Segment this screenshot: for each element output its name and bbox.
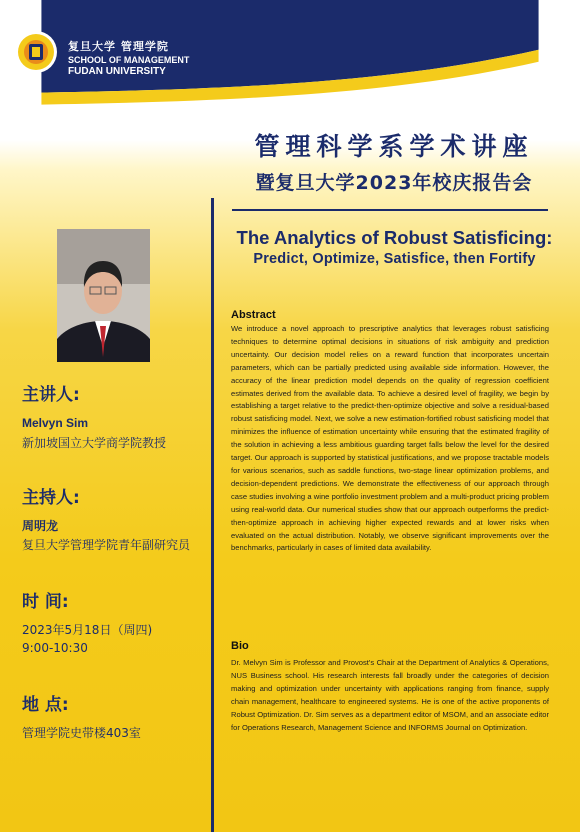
speaker-affiliation: 新加坡国立大学商学院教授: [22, 436, 167, 450]
school-logo-text: [68, 38, 189, 77]
event-location: 管理学院史带楼403室: [22, 726, 141, 740]
abstract-text: We introduce a novel approach to prescriptive analytics that leverages robust satisficing techniques to determine optimal decisions in situations of risk ambiguity and prediction uncertainty. Our decision model relies on a reward function that incorporates uncertain parameters, which can be partially predicted using available side information. However, the accuracy of the linear prediction model depends on the quality of regression coefficient estimates derived from the available data. To achieve a desired level of fragility, we begin by establishing a target relative to the predict-then-optimize objective and solve a residual-based robust satisficing model. Next, we solve a new estimation-fortified robust satisficing model that minimizes the influence of estimation uncertainty while ensuring that the estimated fragility of the solution in achieving a less ambitious guarding target falls below the level for the desired target. Our approach is supported by statistical justifications, and we propose tractable models for various scenarios, such as saddle functions, two-stage linear optimization problems, and decision-dependent predictions. We demonstrate the effectiveness of our approach through case studies involving a wine portfolio investment problem and a multi-product pricing problem using real-world data. Our numerical studies show that our approach outperforms the predict-then-optimize approach in achieving higher expected rewards and at lower risks when evaluated on the actual distribution. Notably, we observe significant improvements over the benchmarks, particularly in cases of limited data availability.: [231, 324, 549, 553]
title-divider: [232, 209, 548, 211]
speaker-label: 主讲人:: [22, 385, 80, 405]
abstract-heading: Abstract: [231, 309, 276, 321]
bio-text: Dr. Melvyn Sim is Professor and Provost's Chair at the Department of Analytics & Operations, NUS Business school. His research interests fall broadly under the categories of decision making and optimization under uncertainty with applications ranging from finance, supply chain management, healthcare to engineered systems. He is one of the active proponents of Robust Optimization. Dr. Sim serves as a department editor of MSOM, and an associate editor for Operations Research, Management Science and INFORMS Journal on Optimization.: [231, 658, 549, 732]
speaker-name: Melvyn Sim: [22, 416, 89, 430]
speaker-photo: [57, 229, 150, 362]
talk-subtitle: Predict, Optimize, Satisfice, then Fortify: [253, 251, 536, 267]
anniversary-title: 暨复旦大学2023年校庆报告会: [255, 172, 533, 194]
host-affiliation: 复旦大学管理学院青年副研究员: [22, 538, 191, 552]
event-hours: 9:00-10:30: [22, 641, 88, 655]
university-seal-icon: [14, 30, 58, 74]
event-date: 2023年5月18日（周四): [22, 623, 153, 637]
location-label: 地 点:: [22, 695, 69, 715]
host-label: 主持人:: [22, 488, 80, 508]
university-name-en: FUDAN UNIVERSITY: [68, 66, 166, 77]
time-label: 时 间:: [22, 592, 69, 612]
talk-title: The Analytics of Robust Satisficing:: [236, 227, 553, 248]
bio-heading: Bio: [231, 640, 249, 652]
lecture-series-title: 管理科学系学术讲座: [254, 132, 534, 161]
vertical-divider: [211, 198, 214, 832]
logo-chinese: 复旦大学 管理学院: [68, 40, 169, 53]
school-name-en: SCHOOL OF MANAGEMENT: [68, 55, 190, 65]
host-name: 周明龙: [22, 519, 59, 533]
